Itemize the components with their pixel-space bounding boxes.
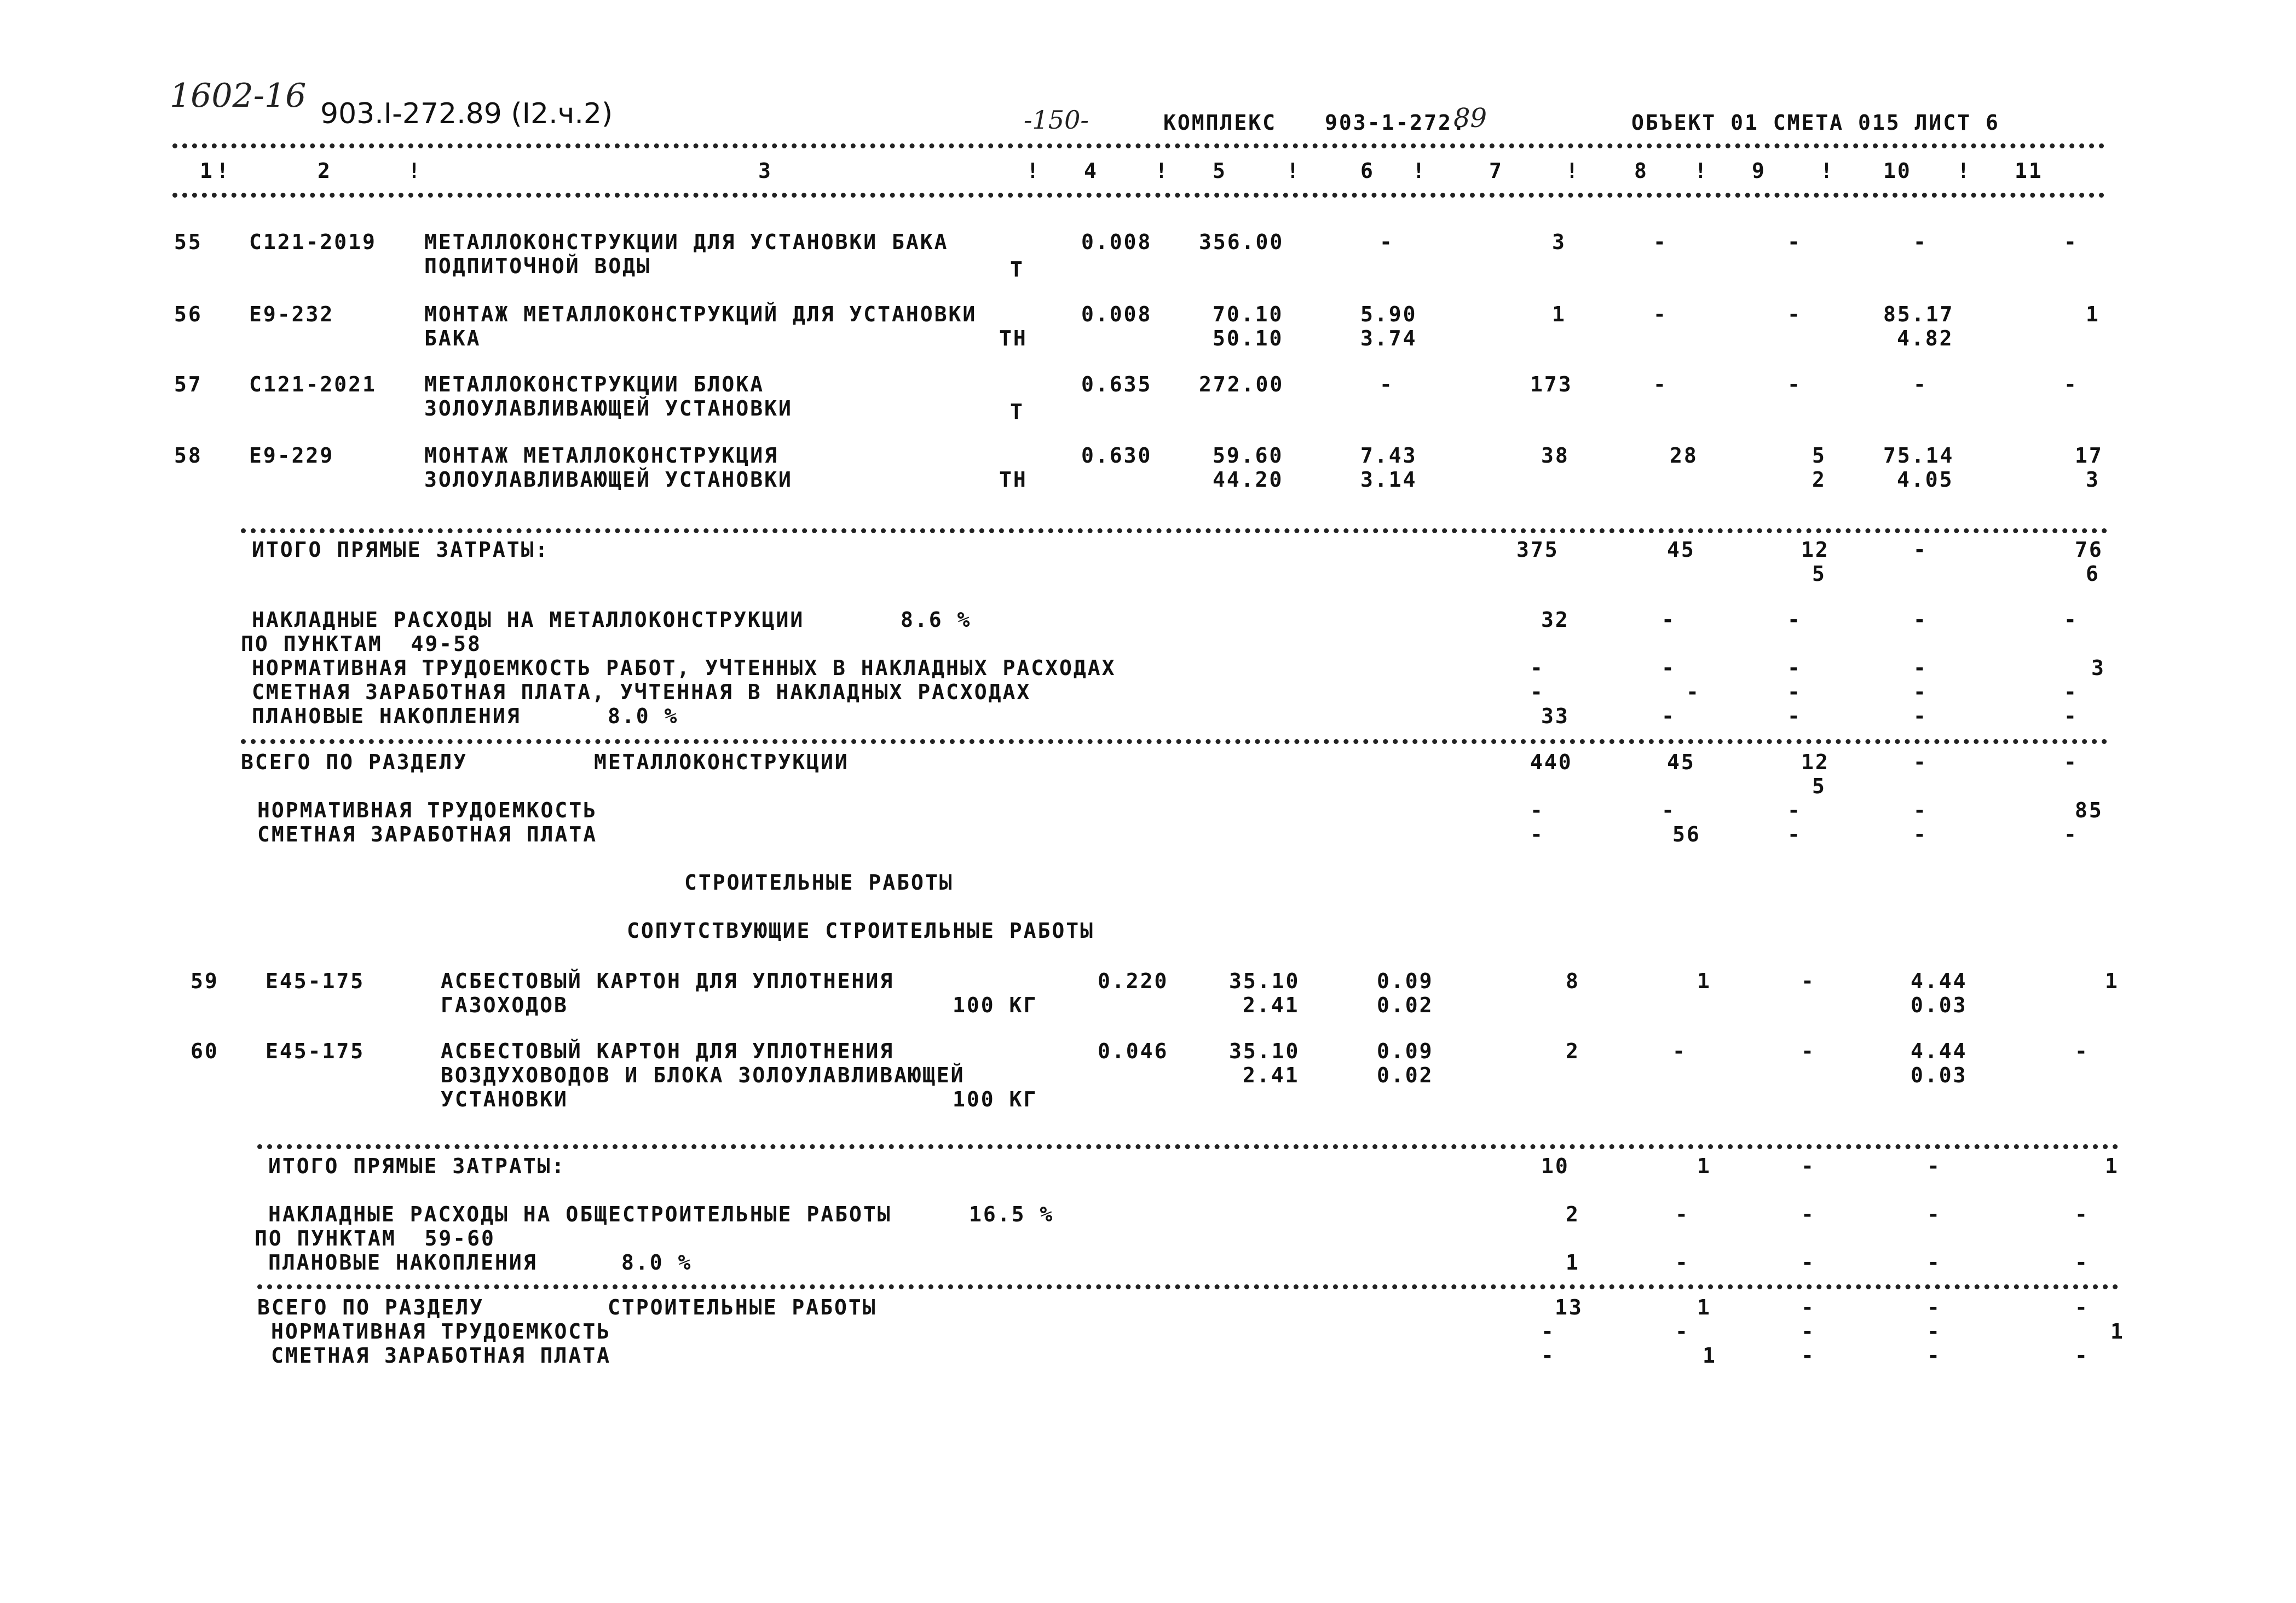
complex-year-handwritten: 89: [1453, 103, 1487, 134]
section-subtitle: СОПУТСТВУЮЩИЕ СТРОИТЕЛЬНЫЕ РАБОТЫ: [627, 919, 1094, 943]
item-price: 35.10: [1229, 1039, 1300, 1063]
item-price: 272.00: [1199, 372, 1284, 396]
metal-wage-in-overhead-col9: -: [1787, 680, 1802, 704]
metal-wage-in-overhead-col8: -: [1686, 680, 1700, 704]
metal-overhead-col7: 32: [1541, 608, 1570, 632]
build-wage-col11: -: [2075, 1343, 2089, 1368]
build-wage-label: СМЕТНАЯ ЗАРАБОТНАЯ ПЛАТА: [271, 1343, 612, 1368]
metal-section-col10: -: [1913, 750, 1928, 774]
metal-norm-labor-col11: 85: [2075, 798, 2103, 822]
build-section-col7: 13: [1555, 1295, 1583, 1319]
document-code: 903.I-272.89 (I2.ч.2): [320, 97, 613, 130]
metal-norm-labor-col9: -: [1787, 798, 1802, 822]
col-num: 2: [318, 159, 332, 183]
build-overhead-col8: -: [1675, 1202, 1689, 1226]
col-sep: !: [1155, 159, 1169, 183]
metal-direct-col10: -: [1913, 538, 1928, 562]
item-description: ПОДПИТОЧНОЙ ВОДЫ: [424, 254, 651, 278]
handwritten-document-id: 1602-16: [170, 77, 307, 115]
item-col10-wage: 0.03: [1911, 1063, 1968, 1087]
build-section-col9: -: [1801, 1295, 1815, 1319]
complex-code: 903-1-272.: [1325, 111, 1467, 135]
metal-section-col9: 12: [1801, 750, 1830, 774]
build-norm-labor-col7: -: [1541, 1319, 1555, 1343]
item-col7: 173: [1530, 372, 1573, 396]
item-description: БАКА: [424, 326, 481, 350]
col-num: 7: [1489, 159, 1503, 183]
build-section-col8: 1: [1697, 1295, 1711, 1319]
col-num: 11: [2015, 159, 2043, 183]
metal-wage-col8: 56: [1672, 822, 1701, 846]
item-code: Е45-175: [266, 969, 365, 993]
metal-labor-in-overhead-col11: 3: [2091, 656, 2105, 680]
col-num: 6: [1360, 159, 1375, 183]
item-description: ГАЗОХОДОВ: [441, 993, 568, 1017]
metal-wage-col9: -: [1787, 822, 1802, 846]
item-col7: 2: [1566, 1039, 1580, 1063]
item-unit: 100 КГ: [953, 993, 1038, 1017]
item-col7: 3: [1552, 230, 1566, 254]
item-price: 35.10: [1229, 969, 1300, 993]
metal-direct-label: ИТОГО ПРЯМЫЕ ЗАТРАТЫ:: [252, 538, 550, 562]
item-code: С121-2021: [249, 372, 377, 396]
metal-direct-col9: 12: [1801, 538, 1830, 562]
build-overhead-pct: 16.5 %: [969, 1202, 1054, 1226]
metal-section-col11: -: [2064, 750, 2078, 774]
item-code: С121-2019: [249, 230, 377, 254]
item-col9: -: [1801, 1039, 1815, 1063]
build-profit-label: ПЛАНОВЫЕ НАКОПЛЕНИЯ: [268, 1250, 538, 1275]
build-norm-labor-col11: 1: [2110, 1319, 2125, 1343]
col-num: 10: [1883, 159, 1912, 183]
item-col6-wage: 0.02: [1377, 1063, 1434, 1087]
build-norm-labor-col9: -: [1801, 1319, 1815, 1343]
item-col10: 85.17: [1883, 302, 1954, 326]
build-profit-col11: -: [2075, 1250, 2089, 1275]
metal-norm-labor-label: НОРМАТИВНАЯ ТРУДОЕМКОСТЬ: [257, 798, 598, 822]
metal-labor-in-overhead-col10: -: [1913, 656, 1928, 680]
metal-direct-col8: 45: [1667, 538, 1695, 562]
item-col7: 1: [1552, 302, 1566, 326]
metal-wage-col7: -: [1530, 822, 1544, 846]
item-col9-sub: 2: [1812, 468, 1826, 492]
item-price: 70.10: [1213, 302, 1284, 326]
metal-labor-in-overhead-label: НОРМАТИВНАЯ ТРУДОЕМКОСТЬ РАБОТ, УЧТЕННЫХ В НАКЛАДНЫХ РАСХОДАХ: [252, 656, 1116, 680]
col-num: 8: [1634, 159, 1648, 183]
item-col7: 38: [1541, 443, 1570, 468]
build-overhead-col9: -: [1801, 1202, 1815, 1226]
item-col6: -: [1380, 372, 1394, 396]
item-col11: 1: [2105, 969, 2119, 993]
item-col9: -: [1787, 230, 1802, 254]
metal-overhead-label: НАКЛАДНЫЕ РАСХОДЫ НА МЕТАЛЛОКОНСТРУКЦИИ: [252, 608, 805, 632]
item-quantity: 0.630: [1081, 443, 1152, 468]
col-sep: !: [1566, 159, 1580, 183]
item-col7: 8: [1566, 969, 1580, 993]
item-price: 59.60: [1213, 443, 1284, 468]
item-col8: -: [1672, 1039, 1687, 1063]
metal-overhead-col9: -: [1787, 608, 1802, 632]
col-num: 1: [200, 159, 214, 183]
item-quantity: 0.046: [1098, 1039, 1169, 1063]
metal-profit-pct: 8.0 %: [608, 704, 679, 728]
item-col6-wage: 3.74: [1360, 326, 1417, 350]
item-col9: 5: [1812, 443, 1826, 468]
item-description: МОНТАЖ МЕТАЛЛОКОНСТРУКЦИЙ ДЛЯ УСТАНОВКИ: [424, 302, 977, 326]
item-number: 56: [174, 302, 203, 326]
metal-profit-col11: -: [2064, 704, 2078, 728]
item-number: 59: [191, 969, 219, 993]
item-col10-wage: 0.03: [1911, 993, 1968, 1017]
metal-section-label: ВСЕГО ПО РАЗДЕЛУ: [241, 750, 468, 774]
build-direct-col10: -: [1927, 1154, 1941, 1178]
item-code: Е9-229: [249, 443, 334, 468]
metal-section-col8: 45: [1667, 750, 1695, 774]
metal-overhead-pct: 8.6 %: [901, 608, 972, 632]
build-wage-col7: -: [1541, 1343, 1555, 1368]
col-sep: !: [1820, 159, 1835, 183]
item-col10-wage: 4.05: [1897, 468, 1954, 492]
item-code: Е9-232: [249, 302, 334, 326]
item-quantity: 0.008: [1081, 302, 1152, 326]
item-price-wage: 2.41: [1243, 1063, 1300, 1087]
build-profit-pct: 8.0 %: [621, 1250, 693, 1275]
item-col10: -: [1913, 230, 1928, 254]
rule-metal-section: [241, 739, 2108, 744]
item-col10: 4.44: [1911, 1039, 1968, 1063]
build-section-name: СТРОИТЕЛЬНЫЕ РАБОТЫ: [608, 1295, 877, 1319]
metal-norm-labor-col7: -: [1530, 798, 1544, 822]
build-norm-labor-col8: -: [1675, 1319, 1689, 1343]
item-col6: 5.90: [1360, 302, 1417, 326]
item-description: ВОЗДУХОВОДОВ И БЛОКА ЗОЛОУЛАВЛИВАЮЩЕЙ: [441, 1063, 965, 1087]
item-code: Е45-175: [266, 1039, 365, 1063]
item-description: МОНТАЖ МЕТАЛЛОКОНСТРУКЦИЯ: [424, 443, 778, 468]
col-sep: !: [216, 159, 230, 183]
metal-profit-col8: -: [1662, 704, 1676, 728]
metal-wage-in-overhead-col11: -: [2064, 680, 2078, 704]
item-col11: 17: [2075, 443, 2103, 468]
item-col6-wage: 0.02: [1377, 993, 1434, 1017]
metal-norm-labor-col10: -: [1913, 798, 1928, 822]
metal-section-col7: 440: [1530, 750, 1573, 774]
item-col8: -: [1653, 230, 1668, 254]
metal-profit-col9: -: [1787, 704, 1802, 728]
build-wage-col10: -: [1927, 1343, 1941, 1368]
build-section-label: ВСЕГО ПО РАЗДЕЛУ: [257, 1295, 484, 1319]
item-price-wage: 50.10: [1213, 326, 1284, 350]
item-description: ЗОЛОУЛАВЛИВАЮЩЕЙ УСТАНОВКИ: [424, 468, 793, 492]
item-col9: -: [1787, 372, 1802, 396]
build-overhead-col11: -: [2075, 1202, 2089, 1226]
object-estimate-sheet: ОБЪЕКТ 01 СМЕТА 015 ЛИСТ 6: [1631, 111, 2000, 135]
item-unit: ТН: [999, 468, 1028, 492]
item-col6-wage: 3.14: [1360, 468, 1417, 492]
item-quantity: 0.008: [1081, 230, 1152, 254]
build-norm-labor-label: НОРМАТИВНАЯ ТРУДОЕМКОСТЬ: [271, 1319, 612, 1343]
item-col10: 4.44: [1911, 969, 1968, 993]
rule-build-section: [257, 1284, 2119, 1289]
col-sep: !: [1694, 159, 1709, 183]
item-description: МЕТАЛЛОКОНСТРУКЦИИ ДЛЯ УСТАНОВКИ БАКА: [424, 230, 949, 254]
col-num: 9: [1752, 159, 1766, 183]
item-description: АСБЕСТОВЫЙ КАРТОН ДЛЯ УПЛОТНЕНИЯ: [441, 1039, 895, 1063]
item-col8: -: [1653, 372, 1668, 396]
col-num: 5: [1213, 159, 1227, 183]
col-sep: !: [408, 159, 422, 183]
build-overhead-label: НАКЛАДНЫЕ РАСХОДЫ НА ОБЩЕСТРОИТЕЛЬНЫЕ РАБОТЫ: [268, 1202, 892, 1226]
build-direct-col11: 1: [2105, 1154, 2119, 1178]
metal-labor-in-overhead-col8: -: [1662, 656, 1676, 680]
build-direct-label: ИТОГО ПРЯМЫЕ ЗАТРАТЫ:: [268, 1154, 566, 1178]
build-section-col11: -: [2075, 1295, 2089, 1319]
build-direct-col7: 10: [1541, 1154, 1570, 1178]
metal-direct-col7: 375: [1516, 538, 1559, 562]
rule-top: [172, 143, 2105, 148]
metal-wage-in-overhead-col7: -: [1530, 680, 1544, 704]
item-description: МЕТАЛЛОКОНСТРУКЦИИ БЛОКА: [424, 372, 765, 396]
metal-wage-col11: -: [2064, 822, 2078, 846]
metal-profit-col7: 33: [1541, 704, 1570, 728]
item-col8: 28: [1670, 443, 1698, 468]
item-price-wage: 2.41: [1243, 993, 1300, 1017]
item-col8: 1: [1697, 969, 1711, 993]
item-col9: -: [1801, 969, 1815, 993]
metal-direct-col11-sub: 6: [2086, 562, 2100, 586]
col-sep: !: [1412, 159, 1427, 183]
build-profit-col8: -: [1675, 1250, 1689, 1275]
metal-labor-in-overhead-col7: -: [1530, 656, 1544, 680]
build-overhead-col10: -: [1927, 1202, 1941, 1226]
item-price-wage: 44.20: [1213, 468, 1284, 492]
rule-build-direct: [257, 1144, 2119, 1149]
item-col11: -: [2064, 372, 2078, 396]
item-col11-sub: 3: [2086, 468, 2100, 492]
item-col6: 0.09: [1377, 1039, 1434, 1063]
build-norm-labor-col10: -: [1927, 1319, 1941, 1343]
col-sep: !: [1026, 159, 1041, 183]
col-num: 3: [758, 159, 772, 183]
item-description: УСТАНОВКИ: [441, 1087, 568, 1111]
item-unit: 100 КГ: [953, 1087, 1038, 1111]
item-col9: -: [1787, 302, 1802, 326]
metal-labor-in-overhead-col9: -: [1787, 656, 1802, 680]
build-direct-col8: 1: [1697, 1154, 1711, 1178]
item-description: ЗОЛОУЛАВЛИВАЮЩЕЙ УСТАНОВКИ: [424, 396, 793, 420]
item-col11: -: [2064, 230, 2078, 254]
metal-section-col9-sub: 5: [1812, 774, 1826, 798]
build-profit-col9: -: [1801, 1250, 1815, 1275]
item-number: 58: [174, 443, 203, 468]
item-col8: -: [1653, 302, 1668, 326]
item-col10: -: [1913, 372, 1928, 396]
item-unit: ТН: [999, 326, 1028, 350]
item-unit: Т: [1010, 257, 1024, 281]
build-direct-col9: -: [1801, 1154, 1815, 1178]
item-col11: 1: [2086, 302, 2100, 326]
item-col6: 0.09: [1377, 969, 1434, 993]
item-col10: 75.14: [1883, 443, 1954, 468]
rule-metal-direct: [241, 528, 2108, 533]
item-col6: 7.43: [1360, 443, 1417, 468]
complex-label: КОМПЛЕКС: [1163, 111, 1277, 135]
metal-wage-in-overhead-label: СМЕТНАЯ ЗАРАБОТНАЯ ПЛАТА, УЧТЕННАЯ В НАКЛАДНЫХ РАСХОДАХ: [252, 680, 1031, 704]
item-number: 57: [174, 372, 203, 396]
metal-overhead-col8: -: [1662, 608, 1676, 632]
metal-wage-col10: -: [1913, 822, 1928, 846]
item-quantity: 0.220: [1098, 969, 1169, 993]
build-overhead-col7: 2: [1566, 1202, 1580, 1226]
col-sep: !: [1287, 159, 1301, 183]
metal-norm-labor-col8: -: [1662, 798, 1676, 822]
build-wage-col8: 1: [1703, 1343, 1717, 1368]
page-number-mark: -150-: [1024, 105, 1089, 135]
col-sep: !: [1957, 159, 1971, 183]
build-section-col10: -: [1927, 1295, 1941, 1319]
item-number: 55: [174, 230, 203, 254]
item-description: АСБЕСТОВЫЙ КАРТОН ДЛЯ УПЛОТНЕНИЯ: [441, 969, 895, 993]
metal-wage-label: СМЕТНАЯ ЗАРАБОТНАЯ ПЛАТА: [257, 822, 598, 846]
build-profit-col7: 1: [1566, 1250, 1580, 1275]
item-quantity: 0.635: [1081, 372, 1152, 396]
item-unit: Т: [1010, 400, 1024, 424]
build-profit-col10: -: [1927, 1250, 1941, 1275]
section-title: СТРОИТЕЛЬНЫЕ РАБОТЫ: [684, 870, 954, 895]
metal-overhead-col11: -: [2064, 608, 2078, 632]
metal-wage-in-overhead-col10: -: [1913, 680, 1928, 704]
metal-direct-col11: 76: [2075, 538, 2103, 562]
build-wage-col9: -: [1801, 1343, 1815, 1368]
metal-direct-col9-sub: 5: [1812, 562, 1826, 586]
rule-under-header: [172, 193, 2105, 198]
item-col6: -: [1380, 230, 1394, 254]
item-col11: -: [2075, 1039, 2089, 1063]
metal-profit-label: ПЛАНОВЫЕ НАКОПЛЕНИЯ: [252, 704, 521, 728]
item-col10-wage: 4.82: [1897, 326, 1954, 350]
col-num: 4: [1084, 159, 1098, 183]
build-overhead-items: ПО ПУНКТАМ 59-60: [255, 1226, 495, 1250]
metal-overhead-items: ПО ПУНКТАМ 49-58: [241, 632, 482, 656]
metal-profit-col10: -: [1913, 704, 1928, 728]
item-price: 356.00: [1199, 230, 1284, 254]
metal-section-name: МЕТАЛЛОКОНСТРУКЦИИ: [594, 750, 849, 774]
metal-overhead-col10: -: [1913, 608, 1928, 632]
item-number: 60: [191, 1039, 219, 1063]
